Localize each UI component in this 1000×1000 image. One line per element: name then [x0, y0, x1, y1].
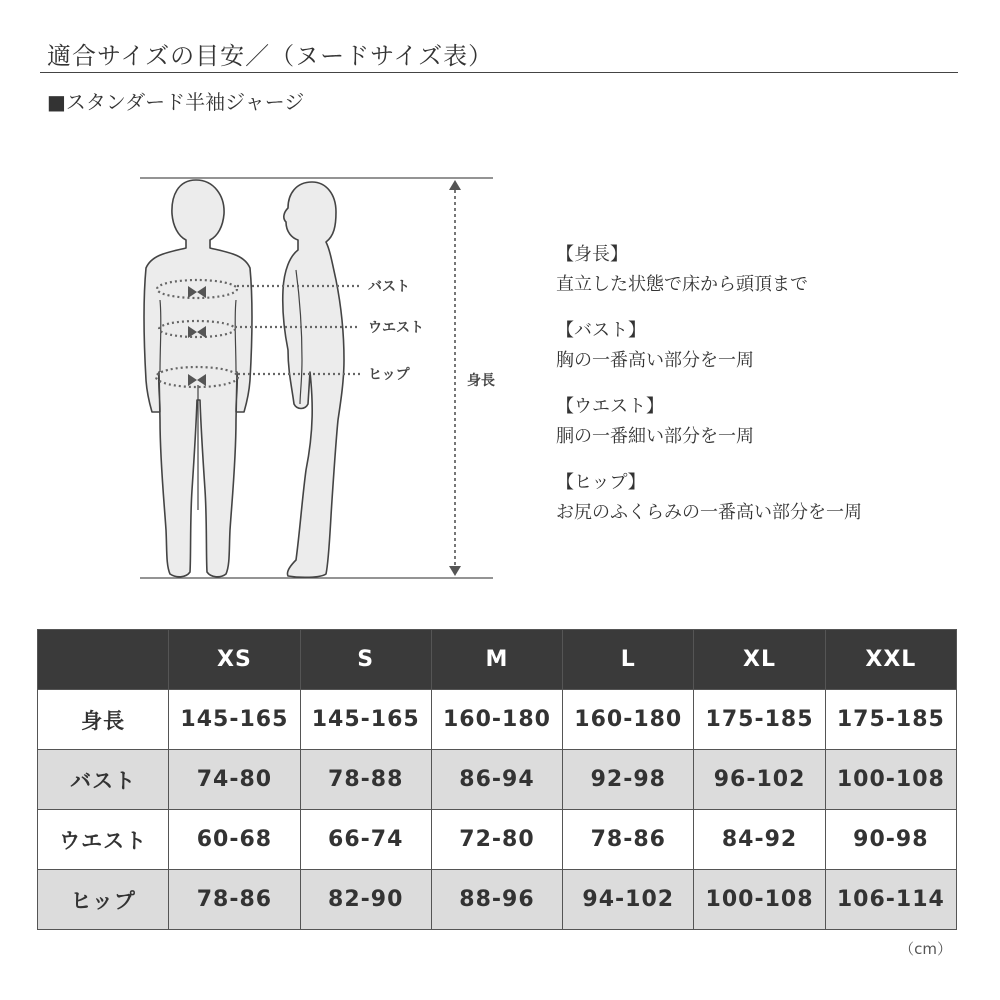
definition-head: 【身長】 — [556, 244, 628, 265]
column-header: M — [431, 630, 562, 690]
table-cell: 86-94 — [431, 750, 562, 810]
product-subtitle: ■スタンダード半袖ジャージ — [47, 90, 305, 114]
table-cell: 60-68 — [169, 810, 300, 870]
definition-head: 【ウエスト】 — [556, 396, 664, 417]
table-cell: 175-185 — [694, 690, 825, 750]
height-label: 身長 — [467, 373, 495, 389]
table-row — [38, 750, 957, 810]
measurement-definitions — [556, 240, 976, 544]
table-row — [38, 810, 957, 870]
definition-waist — [556, 392, 976, 452]
table-cell: 82-90 — [300, 870, 431, 930]
height-arrow — [449, 180, 461, 576]
hip-label: ヒップ — [368, 367, 410, 383]
table-cell: 94-102 — [563, 870, 694, 930]
column-header: L — [563, 630, 694, 690]
definition-bust — [556, 316, 976, 376]
size-header-row — [38, 630, 957, 690]
table-cell: 175-185 — [825, 690, 956, 750]
table-cell: 78-88 — [300, 750, 431, 810]
row-header: 身長 — [38, 690, 169, 750]
table-cell: 96-102 — [694, 750, 825, 810]
table-row — [38, 690, 957, 750]
table-cell: 84-92 — [694, 810, 825, 870]
table-cell: 90-98 — [825, 810, 956, 870]
side-body-figure — [283, 182, 344, 577]
definition-height — [556, 240, 976, 300]
unit-label: （cm） — [899, 940, 952, 958]
column-header: XXL — [825, 630, 956, 690]
table-cell: 74-80 — [169, 750, 300, 810]
table-cell: 145-165 — [169, 690, 300, 750]
table-cell: 78-86 — [563, 810, 694, 870]
table-cell: 66-74 — [300, 810, 431, 870]
table-cell: 100-108 — [825, 750, 956, 810]
definition-hip — [556, 468, 976, 528]
bust-label: バスト — [368, 279, 410, 295]
table-cell: 72-80 — [431, 810, 562, 870]
table-cell: 145-165 — [300, 690, 431, 750]
column-header: S — [300, 630, 431, 690]
definition-head: 【バスト】 — [556, 320, 646, 341]
table-row — [38, 870, 957, 930]
size-table — [37, 629, 957, 930]
row-header: ウエスト — [38, 810, 169, 870]
definition-desc: 胸の一番高い部分を一周 — [556, 350, 754, 371]
front-body-figure — [144, 180, 252, 577]
table-cell: 92-98 — [563, 750, 694, 810]
definition-desc: 胴の一番細い部分を一周 — [556, 426, 754, 447]
table-cell: 106-114 — [825, 870, 956, 930]
row-header: バスト — [38, 750, 169, 810]
column-header: XS — [169, 630, 300, 690]
table-cell: 88-96 — [431, 870, 562, 930]
table-cell: 100-108 — [694, 870, 825, 930]
table-cell: 160-180 — [431, 690, 562, 750]
column-header: XL — [694, 630, 825, 690]
page-title: 適合サイズの目安／（ヌードサイズ表） — [47, 42, 494, 70]
table-cell: 160-180 — [563, 690, 694, 750]
waist-label: ウエスト — [368, 320, 424, 336]
corner-cell — [38, 630, 169, 690]
definition-desc: お尻のふくらみの一番高い部分を一周 — [556, 502, 862, 523]
definition-head: 【ヒップ】 — [556, 472, 646, 493]
definition-desc: 直立した状態で床から頭頂まで — [556, 274, 808, 295]
row-header: ヒップ — [38, 870, 169, 930]
table-cell: 78-86 — [169, 870, 300, 930]
